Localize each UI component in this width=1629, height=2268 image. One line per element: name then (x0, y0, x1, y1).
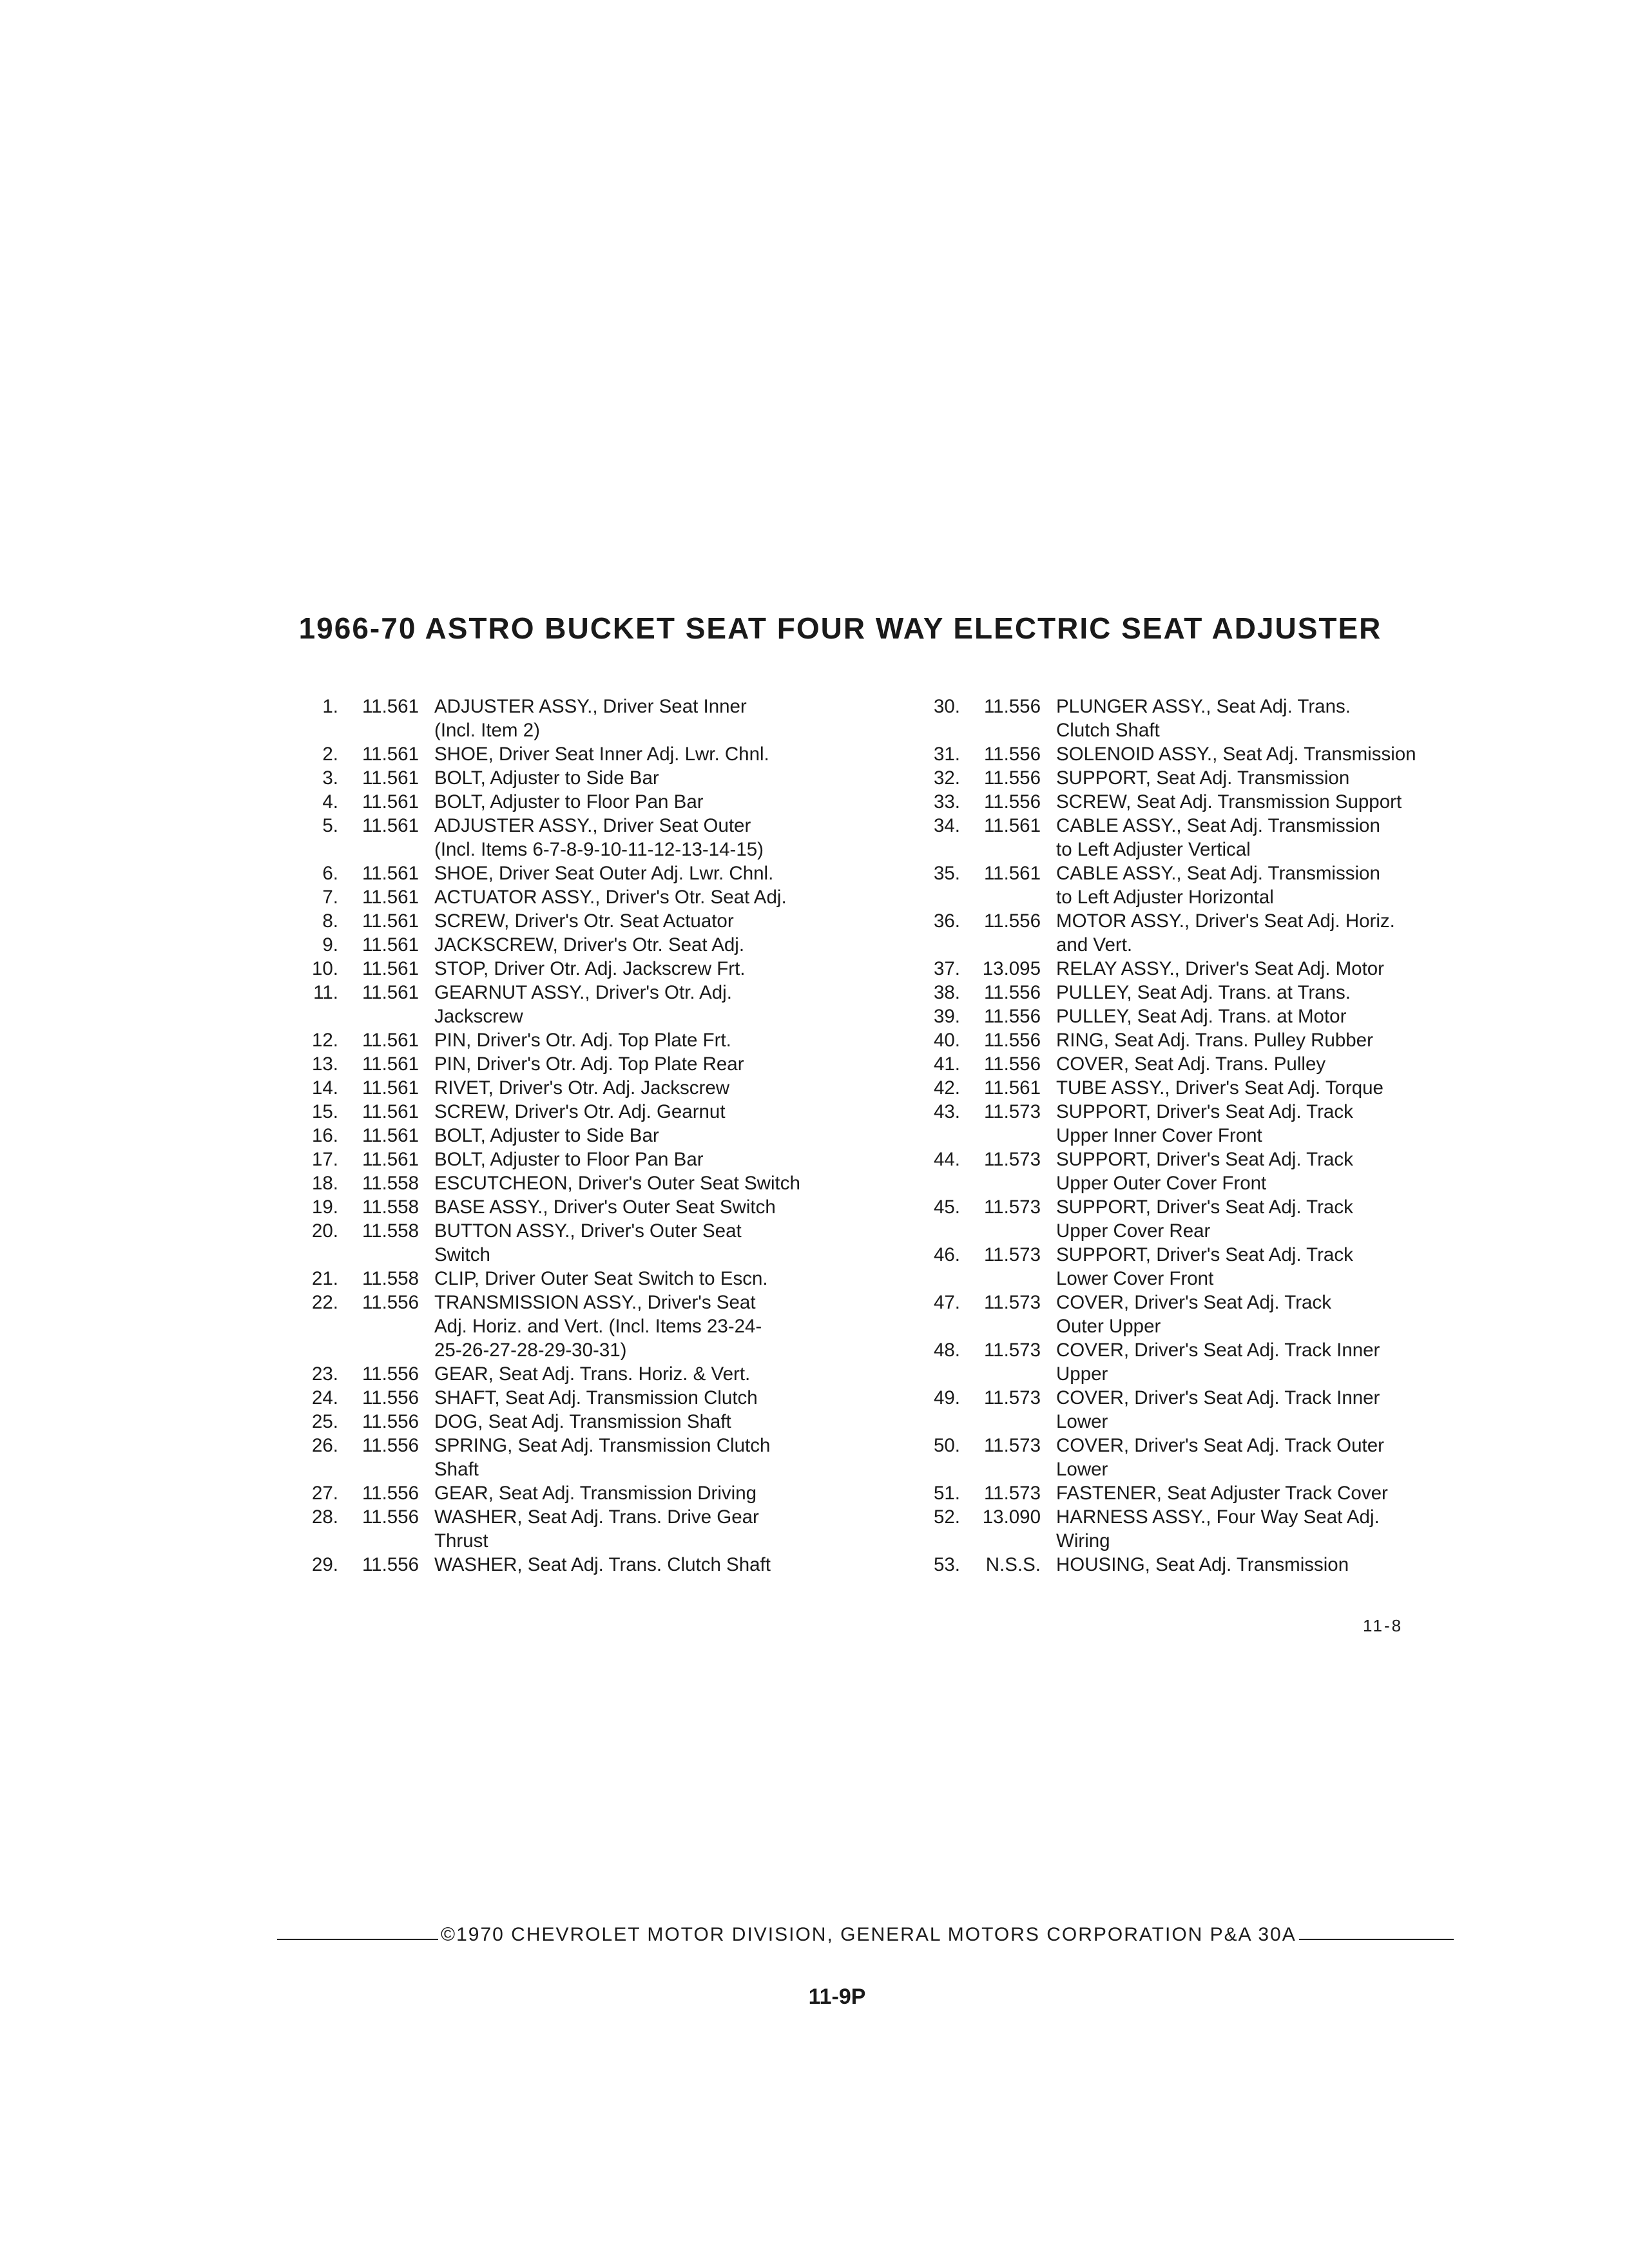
part-item (905, 861, 1485, 909)
item-number: 11. (313, 982, 338, 1003)
group-code: 11.556 (361, 1506, 419, 1528)
group-code: 11.556 (983, 982, 1041, 1003)
description-line: RING, Seat Adj. Trans. Pulley Rubber (1056, 1030, 1373, 1051)
description-line: PLUNGER ASSY., Seat Adj. Trans. (1056, 696, 1351, 717)
part-description (434, 1171, 863, 1195)
group-code: 11.558 (361, 1268, 419, 1289)
description-line: Lower Cover Front (1056, 1268, 1214, 1289)
group-code: 11.556 (361, 1292, 419, 1313)
part-description (434, 1195, 863, 1219)
item-number: 22. (311, 1292, 338, 1313)
description-line: WASHER, Seat Adj. Trans. Drive Gear (434, 1506, 759, 1528)
part-item (284, 1052, 863, 1076)
part-description (1056, 1004, 1485, 1028)
item-number: 31. (933, 744, 960, 765)
item-number: 28. (311, 1506, 338, 1528)
description-line: Thrust (434, 1530, 488, 1552)
description-line: SUPPORT, Driver's Seat Adj. Track (1056, 1101, 1353, 1122)
part-item (284, 1291, 863, 1362)
group-code: 11.556 (361, 1435, 419, 1456)
description-line: Clutch Shaft (1056, 720, 1160, 741)
description-line: CABLE ASSY., Seat Adj. Transmission (1056, 815, 1380, 836)
part-description (1056, 1243, 1485, 1291)
item-number: 52. (933, 1506, 960, 1528)
part-description (434, 1076, 863, 1100)
group-code: 11.556 (361, 1554, 419, 1575)
group-code: 11.573 (983, 1387, 1041, 1408)
part-item (284, 766, 863, 790)
part-description (1056, 1481, 1485, 1505)
part-item (284, 1195, 863, 1219)
description-line: BOLT, Adjuster to Side Bar (434, 767, 659, 789)
item-number: 7. (322, 887, 338, 908)
item-number: 49. (933, 1387, 960, 1408)
item-number: 3. (322, 767, 338, 789)
description-line: Shaft (434, 1459, 479, 1480)
group-code: N.S.S. (985, 1554, 1041, 1575)
item-number: 4. (322, 791, 338, 812)
description-line: GEAR, Seat Adj. Transmission Driving (434, 1483, 757, 1504)
description-line: PULLEY, Seat Adj. Trans. at Trans. (1056, 982, 1351, 1003)
footer (277, 1924, 1501, 1946)
group-code: 11.556 (983, 1006, 1041, 1027)
part-item (905, 1004, 1485, 1028)
item-number: 48. (933, 1340, 960, 1361)
part-item (284, 1219, 863, 1267)
part-description (1056, 695, 1485, 742)
group-code: 11.561 (361, 815, 419, 836)
part-description (434, 1028, 863, 1052)
part-item (284, 1434, 863, 1481)
copyright-text: ©1970 CHEVROLET MOTOR DIVISION, GENERAL MOTORS CORPORATION P&A 30A (441, 1924, 1296, 1945)
description-line: CLIP, Driver Outer Seat Switch to Escn. (434, 1268, 768, 1289)
part-item (905, 1553, 1485, 1577)
part-item (905, 957, 1485, 981)
description-line: COVER, Driver's Seat Adj. Track Inner (1056, 1340, 1380, 1361)
part-item (905, 790, 1485, 814)
item-number: 50. (933, 1435, 960, 1456)
group-code: 11.561 (361, 958, 419, 979)
part-item (905, 1076, 1485, 1100)
part-item (905, 1291, 1485, 1338)
part-description (1056, 742, 1485, 766)
description-line: COVER, Seat Adj. Trans. Pulley (1056, 1053, 1326, 1075)
item-number: 18. (311, 1173, 338, 1194)
part-description (1056, 957, 1485, 981)
item-number: 35. (933, 863, 960, 884)
item-number: 44. (933, 1149, 960, 1170)
footer-rule-left (277, 1939, 438, 1940)
group-code: 11.573 (983, 1244, 1041, 1265)
part-item (284, 1076, 863, 1100)
part-description (434, 1481, 863, 1505)
description-line: Lower (1056, 1459, 1108, 1480)
description-line: BOLT, Adjuster to Floor Pan Bar (434, 791, 704, 812)
description-line: BOLT, Adjuster to Side Bar (434, 1125, 659, 1146)
description-line: GEAR, Seat Adj. Trans. Horiz. & Vert. (434, 1363, 751, 1385)
description-line: JACKSCREW, Driver's Otr. Seat Adj. (434, 934, 745, 956)
description-line: TUBE ASSY., Driver's Seat Adj. Torque (1056, 1077, 1383, 1099)
description-line: BASE ASSY., Driver's Outer Seat Switch (434, 1196, 776, 1218)
part-item (905, 1386, 1485, 1434)
description-line: Switch (434, 1244, 490, 1265)
part-item (284, 1481, 863, 1505)
description-line: COVER, Driver's Seat Adj. Track Outer (1056, 1435, 1384, 1456)
part-description (434, 1219, 863, 1267)
description-line: BOLT, Adjuster to Floor Pan Bar (434, 1149, 704, 1170)
part-item (905, 1100, 1485, 1148)
parts-list-right (905, 695, 1485, 1577)
part-description (434, 1386, 863, 1410)
part-description (434, 861, 863, 885)
item-number: 23. (311, 1363, 338, 1385)
group-code: 11.556 (361, 1411, 419, 1432)
description-line: SUPPORT, Driver's Seat Adj. Track (1056, 1149, 1353, 1170)
part-item (905, 1243, 1485, 1291)
part-item (905, 909, 1485, 957)
description-line: Adj. Horiz. and Vert. (Incl. Items 23-24- (434, 1316, 762, 1337)
description-line: to Left Adjuster Vertical (1056, 839, 1251, 860)
page-title: 1966-70 ASTRO BUCKET SEAT FOUR WAY ELECTRIC SEAT ADJUSTER (298, 611, 1382, 645)
part-item (905, 1028, 1485, 1052)
group-code: 11.561 (361, 1101, 419, 1122)
part-item (905, 1195, 1485, 1243)
description-line: SCREW, Driver's Otr. Adj. Gearnut (434, 1101, 726, 1122)
part-description (434, 909, 863, 933)
part-description (434, 1052, 863, 1076)
group-code: 11.573 (983, 1292, 1041, 1313)
part-item (284, 1148, 863, 1171)
description-line: Upper Outer Cover Front (1056, 1173, 1267, 1194)
part-description (434, 1267, 863, 1291)
part-description (1056, 1100, 1485, 1148)
group-code: 11.558 (361, 1173, 419, 1194)
description-line: HOUSING, Seat Adj. Transmission (1056, 1554, 1349, 1575)
part-description (434, 1100, 863, 1124)
part-item (284, 885, 863, 909)
item-number: 19. (311, 1196, 338, 1218)
group-code: 11.561 (983, 863, 1041, 884)
group-code: 11.573 (983, 1101, 1041, 1122)
part-description (434, 981, 863, 1028)
part-item (284, 909, 863, 933)
item-number: 1. (322, 696, 338, 717)
part-item (905, 981, 1485, 1004)
description-line: SUPPORT, Driver's Seat Adj. Track (1056, 1196, 1353, 1218)
part-item (905, 695, 1485, 742)
part-description (434, 1434, 863, 1481)
parts-list-left (284, 695, 863, 1577)
part-item (905, 1505, 1485, 1553)
part-item (284, 1553, 863, 1577)
item-number: 36. (933, 910, 960, 932)
part-item (284, 933, 863, 957)
part-description (1056, 1338, 1485, 1386)
part-item (905, 1481, 1485, 1505)
description-line: ACTUATOR ASSY., Driver's Otr. Seat Adj. (434, 887, 787, 908)
group-code: 11.556 (361, 1387, 419, 1408)
part-item (284, 1124, 863, 1148)
part-item (284, 1386, 863, 1410)
item-number: 53. (933, 1554, 960, 1575)
group-code: 11.573 (983, 1196, 1041, 1218)
item-number: 32. (933, 767, 960, 789)
description-line: SHAFT, Seat Adj. Transmission Clutch (434, 1387, 758, 1408)
part-description (434, 1124, 863, 1148)
item-number: 8. (322, 910, 338, 932)
group-code: 11.573 (983, 1149, 1041, 1170)
group-code: 11.556 (983, 791, 1041, 812)
description-line: STOP, Driver Otr. Adj. Jackscrew Frt. (434, 958, 746, 979)
part-description (434, 695, 863, 742)
group-code: 11.561 (361, 887, 419, 908)
part-item (284, 790, 863, 814)
description-line: Upper Cover Rear (1056, 1220, 1211, 1242)
item-number: 21. (311, 1268, 338, 1289)
item-number: 25. (311, 1411, 338, 1432)
part-item (284, 814, 863, 861)
group-code: 11.561 (361, 744, 419, 765)
part-description (434, 1410, 863, 1434)
part-item (284, 1171, 863, 1195)
item-number: 41. (933, 1053, 960, 1075)
item-number: 15. (311, 1101, 338, 1122)
part-description (1056, 1434, 1485, 1481)
group-code: 11.561 (983, 1077, 1041, 1099)
description-line: PIN, Driver's Otr. Adj. Top Plate Frt. (434, 1030, 731, 1051)
part-description (434, 790, 863, 814)
group-code: 11.561 (361, 1053, 419, 1075)
item-number: 13. (311, 1053, 338, 1075)
description-line: SCREW, Seat Adj. Transmission Support (1056, 791, 1402, 812)
part-description (1056, 766, 1485, 790)
description-line: SUPPORT, Driver's Seat Adj. Track (1056, 1244, 1353, 1265)
part-item (284, 1028, 863, 1052)
part-item (905, 1148, 1485, 1195)
item-number: 51. (933, 1483, 960, 1504)
part-description (1056, 1386, 1485, 1434)
group-code: 11.556 (983, 1030, 1041, 1051)
description-line: DOG, Seat Adj. Transmission Shaft (434, 1411, 731, 1432)
description-line: PIN, Driver's Otr. Adj. Top Plate Rear (434, 1053, 744, 1075)
part-item (284, 1410, 863, 1434)
part-description (1056, 814, 1485, 861)
item-number: 47. (933, 1292, 960, 1313)
item-number: 12. (311, 1030, 338, 1051)
description-line: CABLE ASSY., Seat Adj. Transmission (1056, 863, 1380, 884)
description-line: SUPPORT, Seat Adj. Transmission (1056, 767, 1350, 789)
part-item (284, 981, 863, 1028)
part-item (284, 1505, 863, 1553)
part-description (434, 933, 863, 957)
part-item (284, 742, 863, 766)
description-line: SHOE, Driver Seat Outer Adj. Lwr. Chnl. (434, 863, 774, 884)
description-line: Upper Inner Cover Front (1056, 1125, 1262, 1146)
part-item (284, 695, 863, 742)
part-description (434, 1505, 863, 1553)
description-line: ADJUSTER ASSY., Driver Seat Outer (434, 815, 751, 836)
description-line: SHOE, Driver Seat Inner Adj. Lwr. Chnl. (434, 744, 769, 765)
part-description (434, 1553, 863, 1577)
description-line: Upper (1056, 1363, 1108, 1385)
description-line: SPRING, Seat Adj. Transmission Clutch (434, 1435, 771, 1456)
group-code: 11.561 (983, 815, 1041, 836)
group-code: 11.573 (983, 1435, 1041, 1456)
item-number: 45. (933, 1196, 960, 1218)
item-number: 43. (933, 1101, 960, 1122)
part-description (1056, 1291, 1485, 1338)
description-line: PULLEY, Seat Adj. Trans. at Motor (1056, 1006, 1347, 1027)
item-number: 40. (933, 1030, 960, 1051)
group-code: 11.573 (983, 1483, 1041, 1504)
part-item (905, 814, 1485, 861)
item-number: 27. (311, 1483, 338, 1504)
description-line: HARNESS ASSY., Four Way Seat Adj. (1056, 1506, 1380, 1528)
item-number: 37. (933, 958, 960, 979)
item-number: 34. (933, 815, 960, 836)
part-item (905, 1052, 1485, 1076)
group-code: 11.561 (361, 1030, 419, 1051)
item-number: 29. (311, 1554, 338, 1575)
description-line: COVER, Driver's Seat Adj. Track Inner (1056, 1387, 1380, 1408)
group-code: 11.561 (361, 1125, 419, 1146)
group-code: 11.561 (361, 863, 419, 884)
footer-rule-right (1299, 1939, 1454, 1940)
part-description (1056, 981, 1485, 1004)
description-line: TRANSMISSION ASSY., Driver's Seat (434, 1292, 756, 1313)
part-description (1056, 1505, 1485, 1553)
part-description (1056, 861, 1485, 909)
part-description (1056, 1076, 1485, 1100)
part-description (1056, 1553, 1485, 1577)
description-line: WASHER, Seat Adj. Trans. Clutch Shaft (434, 1554, 771, 1575)
part-item (284, 1362, 863, 1386)
group-code: 11.561 (361, 791, 419, 812)
item-number: 33. (933, 791, 960, 812)
item-number: 30. (933, 696, 960, 717)
group-code: 11.561 (361, 934, 419, 956)
part-description (434, 1291, 863, 1362)
description-line: ESCUTCHEON, Driver's Outer Seat Switch (434, 1173, 800, 1194)
group-code: 11.573 (983, 1340, 1041, 1361)
part-item (284, 861, 863, 885)
part-description (1056, 1195, 1485, 1243)
group-code: 11.558 (361, 1196, 419, 1218)
part-item (905, 742, 1485, 766)
description-line: ADJUSTER ASSY., Driver Seat Inner (434, 696, 747, 717)
part-description (434, 814, 863, 861)
description-line: GEARNUT ASSY., Driver's Otr. Adj. (434, 982, 732, 1003)
group-code: 11.558 (361, 1220, 419, 1242)
part-description (1056, 909, 1485, 957)
item-number: 42. (933, 1077, 960, 1099)
part-description (1056, 1028, 1485, 1052)
description-line: to Left Adjuster Horizontal (1056, 887, 1274, 908)
part-item (905, 766, 1485, 790)
item-number: 6. (322, 863, 338, 884)
page-number: 11-9P (808, 1984, 866, 2009)
description-line: Outer Upper (1056, 1316, 1161, 1337)
part-item (284, 1267, 863, 1291)
item-number: 38. (933, 982, 960, 1003)
description-line: (Incl. Item 2) (434, 720, 540, 741)
part-description (434, 766, 863, 790)
part-description (434, 1362, 863, 1386)
item-number: 26. (311, 1435, 338, 1456)
description-line: (Incl. Items 6-7-8-9-10-11-12-13-14-15) (434, 839, 764, 860)
part-description (1056, 1148, 1485, 1195)
group-code: 11.556 (983, 767, 1041, 789)
description-line: BUTTON ASSY., Driver's Outer Seat (434, 1220, 742, 1242)
part-item (284, 957, 863, 981)
description-line: RELAY ASSY., Driver's Seat Adj. Motor (1056, 958, 1385, 979)
description-line: Jackscrew (434, 1006, 523, 1027)
part-item (905, 1434, 1485, 1481)
item-number: 2. (322, 744, 338, 765)
description-line: FASTENER, Seat Adjuster Track Cover (1056, 1483, 1388, 1504)
item-number: 16. (311, 1125, 338, 1146)
group-code: 11.556 (361, 1483, 419, 1504)
item-number: 46. (933, 1244, 960, 1265)
group-code: 11.561 (361, 1149, 419, 1170)
figure-reference: 11-8 (1363, 1616, 1403, 1635)
description-line: SOLENOID ASSY., Seat Adj. Transmission (1056, 744, 1416, 765)
description-line: SCREW, Driver's Otr. Seat Actuator (434, 910, 734, 932)
item-number: 5. (322, 815, 338, 836)
group-code: 11.561 (361, 696, 419, 717)
description-line: Lower (1056, 1411, 1108, 1432)
part-description (1056, 1052, 1485, 1076)
part-item (284, 1100, 863, 1124)
item-number: 17. (311, 1149, 338, 1170)
group-code: 11.556 (361, 1363, 419, 1385)
item-number: 39. (933, 1006, 960, 1027)
description-line: MOTOR ASSY., Driver's Seat Adj. Horiz. (1056, 910, 1395, 932)
part-item (905, 1338, 1485, 1386)
part-description (434, 957, 863, 981)
part-description (1056, 790, 1485, 814)
item-number: 9. (322, 934, 338, 956)
group-code: 11.561 (361, 982, 419, 1003)
description-line: 25-26-27-28-29-30-31) (434, 1340, 627, 1361)
group-code: 11.556 (983, 910, 1041, 932)
description-line: COVER, Driver's Seat Adj. Track (1056, 1292, 1331, 1313)
part-description (434, 1148, 863, 1171)
group-code: 13.090 (982, 1506, 1041, 1528)
group-code: 11.561 (361, 767, 419, 789)
group-code: 11.561 (361, 910, 419, 932)
part-description (434, 742, 863, 766)
description-line: and Vert. (1056, 934, 1133, 956)
part-description (434, 885, 863, 909)
group-code: 11.556 (983, 696, 1041, 717)
item-number: 24. (311, 1387, 338, 1408)
group-code: 11.556 (983, 744, 1041, 765)
item-number: 14. (311, 1077, 338, 1099)
item-number: 10. (311, 958, 338, 979)
group-code: 11.561 (361, 1077, 419, 1099)
description-line: RIVET, Driver's Otr. Adj. Jackscrew (434, 1077, 730, 1099)
group-code: 13.095 (982, 958, 1041, 979)
group-code: 11.556 (983, 1053, 1041, 1075)
description-line: Wiring (1056, 1530, 1110, 1552)
item-number: 20. (311, 1220, 338, 1242)
